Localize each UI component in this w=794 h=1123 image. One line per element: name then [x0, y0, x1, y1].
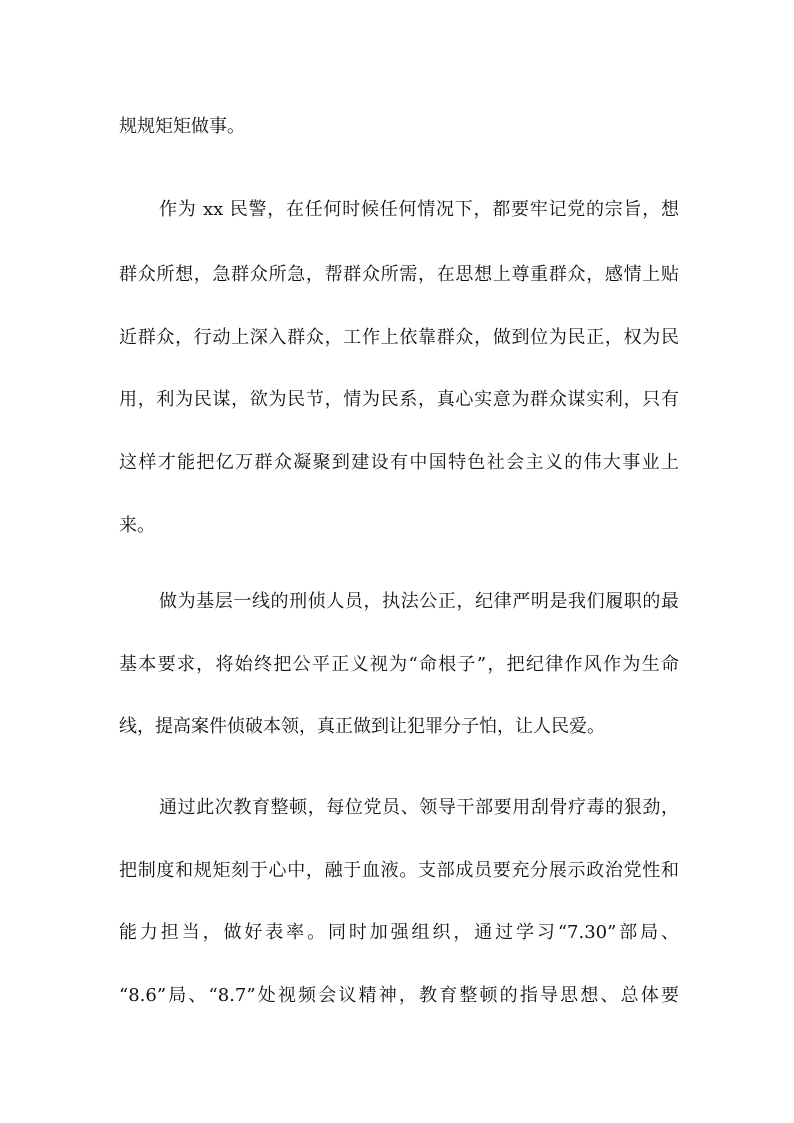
paragraph-2-line-3: 近群众，行动上深入群众，工作上依靠群众，做到位为民正，权为民	[119, 327, 679, 348]
paragraph-2-line-1: 作为 xx 民警，在任何时候任何情况下，都要牢记党的宗旨，想	[159, 199, 679, 220]
paragraph-4-line-1: 通过此次教育整顿，每位党员、领导干部要用刮骨疗毒的狠劲，	[159, 797, 679, 818]
paragraph-2-line-5: 这样才能把亿万群众凝聚到建设有中国特色社会主义的伟大事业上	[119, 452, 679, 473]
paragraph-2-line-2: 群众所想，急群众所急，帮群众所需，在思想上尊重群众，感情上贴	[119, 264, 679, 285]
paragraph-4-line-3: 能力担当，做好表率。同时加强组织，通过学习“7.30”部局、	[119, 922, 679, 943]
paragraph-2-line-6: 来。	[119, 515, 155, 536]
paragraph-3-line-2: 基本要求，将始终把公平正义视为“命根子”，把纪律作风作为生命	[119, 654, 679, 675]
paragraph-1-line-1: 规规矩矩做事。	[119, 116, 245, 137]
paragraph-2-line-4: 用，利为民谋，欲为民节，情为民系，真心实意为群众谋实利，只有	[119, 389, 679, 410]
paragraph-4-line-2: 把制度和规矩刻于心中，融于血液。支部成员要充分展示政治党性和	[119, 860, 679, 881]
paragraph-3-line-3: 线，提高案件侦破本领，真正做到让犯罪分子怕，让人民爱。	[119, 716, 605, 737]
paragraph-3-line-1: 做为基层一线的刑侦人员，执法公正，纪律严明是我们履职的最	[159, 591, 679, 612]
paragraph-4-line-4: “8.6”局、“8.7”处视频会议精神，教育整顿的指导思想、总体要	[119, 985, 679, 1006]
